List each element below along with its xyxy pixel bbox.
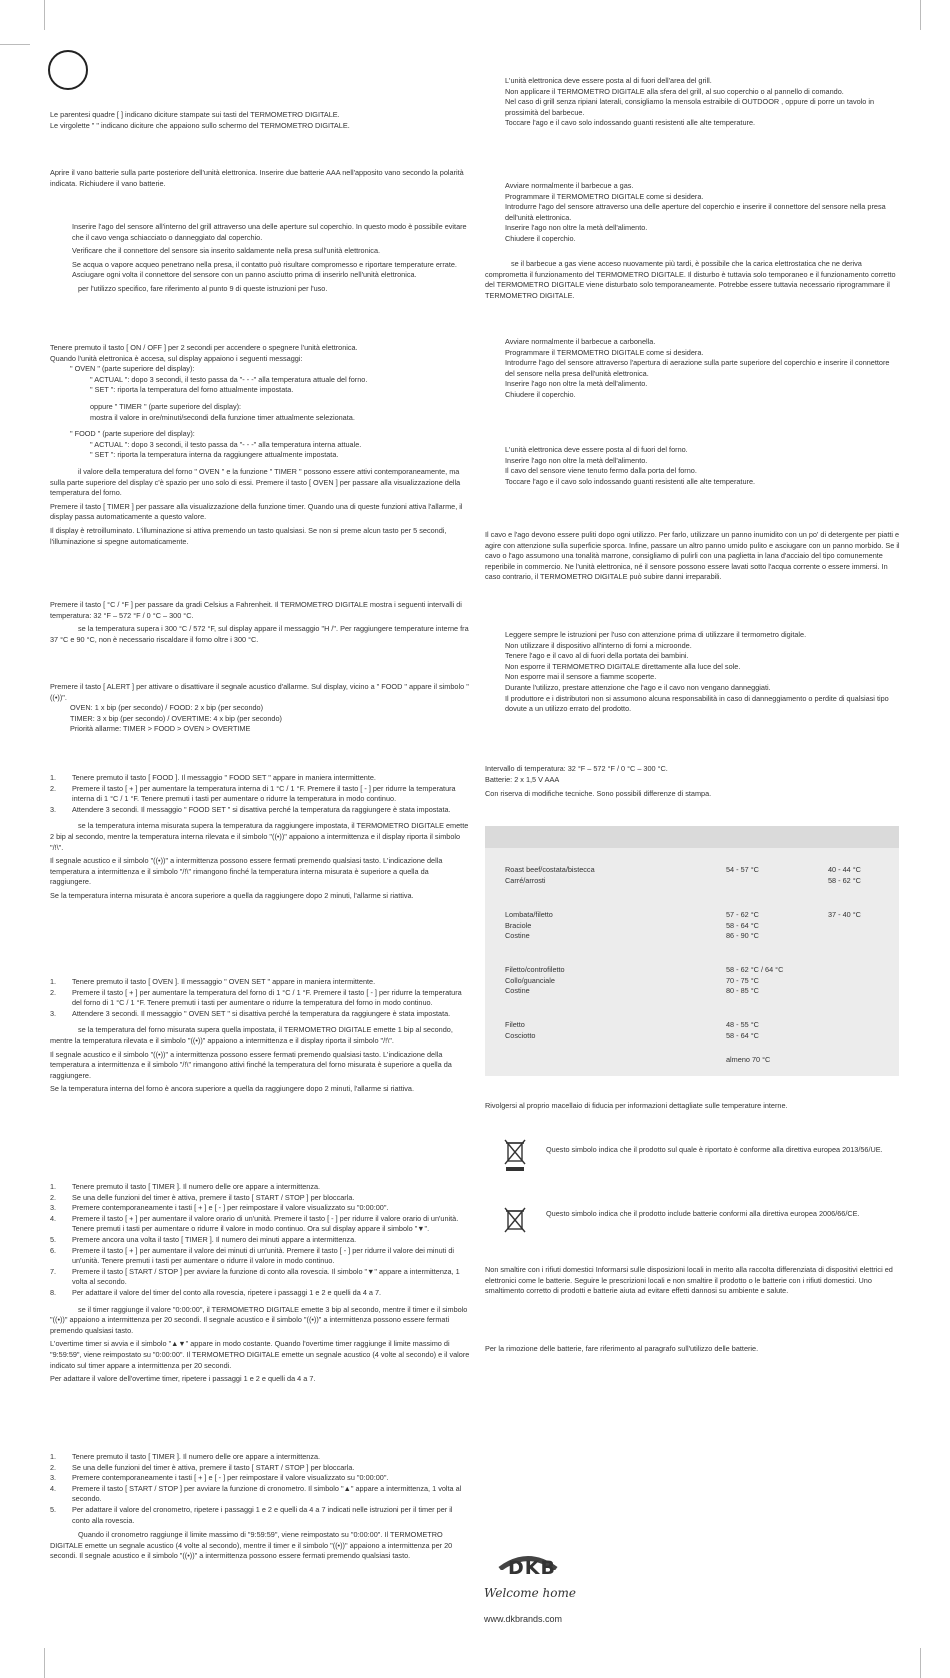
oven-actual: " ACTUAL ": dopo 3 secondi, il testo passa da "- - -" alla temperatura attuale del forno. [90, 374, 368, 384]
gas-note-text: se il barbecue a gas viene acceso nuovamente più tardi, è possibile che la carica elettrostatica che ne deriva comprometta il funzionamento del TERMOMETRO DIGITALE. Il disturbo è tuttavia solo temporaneo e il funzionamento corretto del TERMOMETRO DIGITALE viene disturbato solo temporaneamente. Potrebbe essere tuttavia necessario riprogrammare il TERMOMETRO DIGITALE. [485, 259, 896, 300]
list-item: 1. Tenere premuto il tasto [ OVEN ]. Il messaggio " OVEN SET " appare in maniera intermittente. [50, 977, 376, 986]
gas-note [485, 259, 900, 301]
chrono-section [50, 1452, 470, 1562]
list-item: 2. Premere il tasto [ + ] per aumentare la temperatura del forno di 1 °C / 1 °F. Premere il tasto [ - ] per ridurre la temperatura del forno di 1 °C / 1 °F. Tenere premuti i tasti per aumentare o ridurre la temperatura del forno in modo continuo. [50, 987, 462, 1008]
battery-text: Aprire il vano batterie sulla parte posteriore dell'unità elettronica. Inserire due batterie AAA nell'apposito vano secondo la polarità indicata. Richiudere il vano batterie. [50, 168, 464, 188]
list-item: 4. Premere il tasto [ START / STOP ] per avviare la funzione di cronometro. Il simbolo "▲" appare a intermittenza, 1 volta al secondo. [50, 1483, 462, 1504]
safety-text: Leggere sempre le istruzioni per l'uso con attenzione prima di utilizzare il termometro digitale. [505, 630, 807, 639]
oven-note: Se la temperatura interna del forno è ancora superiore a quella da raggiungere dopo 2 minuti, l'allarme si riattiva. [50, 1084, 415, 1094]
safety-text: Non esporre il TERMOMETRO DIGITALE direttamente alla luce del sole. [505, 661, 741, 671]
alarm-line: OVEN: 1 x bip (per secondo) / FOOD: 2 x bip (per secondo) [70, 703, 264, 713]
oven-text: Inserire l'ago non oltre la metà dell'alimento. [505, 455, 648, 465]
battery-removal [485, 1344, 900, 1355]
list-item: 2. Se una delle funzioni del timer è attiva, premere il tasto [ START / STOP ] per bloccarla. [50, 1192, 355, 1202]
gas-section [505, 181, 900, 245]
spec-line: Con riserva di modifiche tecniche. Sono possibili differenze di stampa. [485, 789, 712, 799]
gas-text: Programmare il TERMOMETRO DIGITALE come si desidera. [505, 191, 704, 201]
list-item: 1. Tenere premuto il tasto [ TIMER ]. Il numero delle ore appare a intermittenza. [50, 1182, 321, 1191]
list-item: 3. Premere contemporaneamente i tasti [ + ] e [ - ] per reimpostare il valore visualizzato su "0:00:00". [50, 1473, 389, 1483]
gas-text: Introdurre l'ago del sensore attraverso una delle aperture del coperchio e inserire il connettore del sensore nella presa dell'unità elettronica. [505, 202, 886, 222]
food-note: Se la temperatura interna misurata è ancora superiore a quella da raggiungere dopo 2 minuti, l'allarme si riattiva. [50, 890, 414, 900]
intro-text [50, 110, 470, 131]
spec-line: Batterie: 2 x 1,5 V AAA [485, 774, 560, 784]
alarm-section [50, 682, 470, 735]
alarm-text: Premere il tasto [ ALERT ] per attivare o disattivare il segnale acustico d'allarme. Sul display, vicino a " FOOD " appare il simbolo "((•))". [50, 682, 469, 702]
table-header-bar [485, 826, 899, 848]
food-actual: " ACTUAL ": dopo 3 secondi, il testo passa da "- - -" alla temperatura interna attuale. [90, 439, 362, 449]
disposal-section [485, 1265, 900, 1297]
crop-mark [0, 44, 30, 45]
oven-section [505, 445, 900, 487]
spec-line: Intervallo di temperatura: 32 °F – 572 °F / 0 °C – 300 °C. [485, 764, 668, 773]
list-item: 3. Attendere 3 secondi. Il messaggio " FOOD SET " si disattiva perché la temperatura da raggiungere è stata impostata. [50, 804, 451, 814]
battery-instructions [50, 168, 470, 189]
list-item: 3. Premere contemporaneamente i tasti [ + ] e [ - ] per reimpostare il valore visualizzato su "0:00:00". [50, 1203, 389, 1213]
gas-text: Inserire l'ago non oltre la metà dell'alimento. [505, 223, 648, 233]
weee-directive-1 [546, 1145, 886, 1156]
safety-text: Non utilizzare il dispositivo all'interno di forni a microonde. [505, 640, 692, 650]
oven-set-section [50, 977, 470, 1095]
power-section [50, 343, 470, 547]
sensor-note: per l'utilizzo specifico, fare riferimento al punto 9 di queste istruzioni per l'uso. [78, 283, 328, 293]
oven-set: " SET ": riporta la temperatura del forno attualmente impostata. [90, 385, 294, 395]
oven-text: Il cavo del sensore viene tenuto fermo dalla porta del forno. [505, 466, 697, 476]
charcoal-text: Programmare il TERMOMETRO DIGITALE come si desidera. [505, 347, 704, 357]
power-note: il valore della temperatura del forno " OVEN " e la funzione " TIMER " possono essere attivi contemporaneamente, ma sulla parte superiore del display c'è spazio per uno solo di essi. Premere il tasto [ OVEN ] per passare alla visualizzazione della temperatura del forno. [50, 466, 461, 498]
safety-text: Il produttore e i distributori non si assumono alcuna responsabilità in caso di danneggiamento o perdite di qualsiasi tipo dovute a un utilizzo errato del prodotto. [505, 693, 889, 714]
units-note: se la temperatura supera i 300 °C / 572 °F, sul display appare il messaggio "H /". Per raggiungere temperature interne fra 37 °C e 90 °C, non è necessario riscaldare il forno oltre i 300 °C. [50, 624, 469, 644]
backlight-text: Il display è retroilluminato. L'illuminazione si attiva premendo un tasto qualsiasi. Se non si preme alcun tasto per 5 secondi, l'illuminazione si spegne automaticamente. [50, 525, 447, 546]
specs-section [485, 764, 900, 800]
units-text: Premere il tasto [ °C / °F ] per passare da gradi Celsius a Fahrenheit. Il TERMOMETRO DIGITALE mostra i seguenti intervalli di temperatura: 32 °F – 572 °F / 0 °C – 300 °C. [50, 600, 462, 620]
list-item: 6. Premere il tasto [ + ] per aumentare il valore dei minuti di un'unità. Premere il tasto [ - ] per ridurre il valore dei minuti di un'unità. Tenere premuti i tasti per aumentare o ridurre il valore in modo continuo. [50, 1245, 455, 1266]
charcoal-text: Chiudere il coperchio. [505, 389, 576, 399]
charcoal-text: Inserire l'ago non oltre la metà dell'alimento. [505, 379, 648, 389]
sensor-section [50, 222, 470, 295]
list-item: 8. Per adattare il valore del timer del conto alla rovescia, ripetere i passaggi 1 e 2 e quelli da 4 a 7. [50, 1287, 382, 1297]
sensor-text: Verificare che il connettore del sensore sia inserito saldamente nella presa sull'unità elettronica. [72, 246, 381, 256]
power-text: Tenere premuto il tasto [ ON / OFF ] per 2 secondi per accendere o spegnere l'unità elettronica. [50, 343, 358, 352]
timer-text: Premere il tasto [ TIMER ] per passare alla visualizzazione della funzione timer. Quando una di queste funzioni attiva l'allarme, il display passa automaticamente a questo valore. [50, 501, 463, 522]
sensor-text: Inserire l'ago del sensore all'interno del grill attraverso una delle aperture sul coperchio. In questo modo è possibile evitare che il cavo venga schiacciato o danneggiato dal coperchio. [72, 222, 467, 242]
list-item: 2. Premere il tasto [ + ] per aumentare la temperatura interna di 1 °C / 1 °F. Premere il tasto [ - ] per ridurre la temperatura interna di 1 °C / 1 °F. Tenere premuti i tasti per aumentare o ridurre la temperatura in modo continuo. [50, 783, 456, 804]
grill-text: Nel caso di grill senza ripiani laterali, consigliamo la mensola estraibile di OUTDOOR , oppure di porre un tavolo in prossimità del barbecue. [505, 97, 875, 117]
safety-text: Tenere l'ago e il cavo al di fuori della portata dei bambini. [505, 651, 689, 661]
butcher-note [485, 1101, 900, 1112]
sensor-text: Se acqua o vapore acqueo penetrano nella presa, il contatto può risultare compromesso e riportare temperature errate. Asciugare ogni volta il connettore del sensore con un panno asciutto prima di inserirlo nell'unità elettronica. [72, 259, 457, 280]
crop-mark [44, 0, 45, 30]
food-note: se la temperatura interna misurata supera la temperatura da raggiungere impostata, il TERMOMETRO DIGITALE emette 2 bip al secondo, mentre la temperatura interna rilevata e il simbolo "((•))" appaiono a intermittenza e il display riporta il simbolo "/!\". [50, 821, 469, 852]
section-circle-icon [48, 50, 88, 90]
battery-removal-text: Per la rimozione delle batterie, fare riferimento al paragrafo sull'utilizzo delle batterie. [485, 1344, 759, 1353]
crop-mark [44, 1648, 45, 1678]
weee-text: Questo simbolo indica che il prodotto include batterie conformi alla direttiva europea 2006/66/CE. [546, 1209, 860, 1218]
list-item: 1. Tenere premuto il tasto [ TIMER ]. Il numero delle ore appare a intermittenza. [50, 1452, 321, 1461]
chrono-note: Quando il cronometro raggiunge il limite massimo di "9:59:59", viene reimpostato su "0:00:00". Il TERMOMETRO DIGITALE emette un segnale acustico (4 volte al secondo), mentre il timer e il simbolo "((•))" appaiono a intermittenza per 20 secondi. Il segnale acustico e il simbolo "((•))" a intermittenza possono essere fermati premendo qualsiasi tasto. [50, 1530, 453, 1561]
timer-note: se il timer raggiunge il valore "0:00:00", il TERMOMETRO DIGITALE emette 3 bip al secondo, mentre il timer e il simbolo "((•))" appaiono a intermittenza per 20 secondi. Il segnale acustico e il simbolo "((•))" a intermittenza possono essere fermati premendo qualsiasi tasto. [50, 1304, 468, 1335]
weee-bin-icon [502, 1138, 528, 1172]
grill-placement [505, 76, 900, 129]
safety-section [505, 630, 900, 715]
oven-text: L'unità elettronica deve essere posta al di fuori del forno. [505, 445, 688, 454]
charcoal-text: Introdurre l'ago del sensore attraverso l'apertura di aerazione sulla parte superiore del coperchio e inserire il connettore del sensore nella presa dell'unità elettronica. [505, 358, 890, 378]
grill-text: Non applicare il TERMOMETRO DIGITALE alla sfera del grill, al suo coperchio o al pannello di comando. [505, 86, 844, 96]
food-note: Il segnale acustico e il simbolo "((•))" a intermittenza possono essere fermati premendo qualsiasi tasto. L'indicazione della temperatura a intermittenza e il simbolo "/!\" rimangono finché la temperatura interna misurata è superiore a quella da raggiungere. [50, 856, 443, 887]
alarm-line: TIMER: 3 x bip (per secondo) / OVERTIME: 4 x bip (per secondo) [70, 713, 282, 723]
oven-label: " OVEN " (parte superiore del display): [70, 364, 195, 374]
food-set: " SET ": riporta la temperatura interna da raggiungere attualmente impostata. [90, 450, 339, 460]
list-item: 4. Premere il tasto [ + ] per aumentare il valore orario di un'unità. Premere il tasto [ - ] per ridurre il valore orario di un'unità. Tenere premuti i tasti per aumentare o ridurre il valore in modo continuo. Ora sul display appare il simbolo "▼". [50, 1213, 459, 1234]
list-item: 1. Tenere premuto il tasto [ FOOD ]. Il messaggio " FOOD SET " appare in maniera intermittente. [50, 773, 376, 782]
power-text: Quando l'unità elettronica è accesa, sul display appaiono i seguenti messaggi: [50, 353, 303, 363]
charcoal-text: Avviare normalmente il barbecue a carbonella. [505, 337, 656, 346]
list-item: 5. Premere ancora una volta il tasto [ TIMER ]. Il numero dei minuti appare a intermittenza. [50, 1234, 357, 1244]
temperature-table: Roast beef/costata/bistecca Carré/arrosti 54 - 57 °C 40 - 44 °C 58 - 62 °C Lombata/filetto Braciole Costine 57 - 62 °C 58 - 64 °C 86 - 90 °C 37 - 40 °C Filetto/controfiletto Collo/guanciale Costine 58 - 62 °C / 64 °C 70 - 75 °C 80 - 85 °C Filetto Cosciotto 48 - 55 °C 58 - 64 °C almeno 70 °C [485, 848, 899, 1076]
food-label: " FOOD " (parte superiore del display): [70, 429, 195, 439]
intro-line: Le parentesi quadre [ ] indicano diciture stampate sui tasti del TERMOMETRO DIGITALE. [50, 110, 340, 119]
weee-text: Questo simbolo indica che il prodotto sul quale è riportato è conforme alla direttiva europea 2013/56/UE. [546, 1145, 883, 1154]
oven-note: Il segnale acustico e il simbolo "((•))" a intermittenza possono essere fermati premendo qualsiasi tasto. L'indicazione della temperatura a intermittenza e il simbolo "/!\" rimangono attivi finché la temperatura del forno misurata è superiore a quella da raggiungere. [50, 1049, 452, 1080]
battery-bin-icon [502, 1206, 528, 1240]
brand-logo: DKB [508, 1557, 556, 1579]
timer-note: L'overtime timer si avvia e il simbolo "▲▼" appare in modo costante. Quando l'overtime timer raggiunge il limite massimo di "9:59:59", viene reimpostato su "0:00:00". Il TERMOMETRO DIGITALE emette un segnale acustico (4 volte al secondo) e il valore indicato sul timer appare a intermittenza per 20 secondi. [50, 1339, 470, 1370]
grill-text: L'unità elettronica deve essere posta al di fuori dell'area del grill. [505, 76, 712, 85]
weee-directive-2 [546, 1209, 886, 1220]
food-set-section [50, 773, 470, 902]
timer-section [50, 1182, 470, 1385]
brand-url[interactable]: www.dkbrands.com [484, 1614, 563, 1624]
disposal-text: Non smaltire con i rifiuti domestici Informarsi sulle disposizioni locali in merito alla raccolta differenziata di dispositivi elettrici ed elettronici come le batterie. Seguire le prescrizioni locali e non smaltire il prodotto o le batterie con i rifiuti domestici. Uno smaltimento corretto di prodotti e batterie aiuta ad evitare effetti dannosi su ambiente e salute. [485, 1265, 893, 1296]
timer-note: Per adattare il valore dell'overtime timer, ripetere i passaggi 1 e 2 e quelli da 4 a 7. [50, 1374, 316, 1384]
oven-text: Toccare l'ago e il cavo solo indossando guanti resistenti alle alte temperature. [505, 476, 756, 486]
intro-line: Le virgolette " " indicano diciture che appaiono sullo schermo del TERMOMETRO DIGITALE. [50, 120, 350, 130]
timer-desc: mostra il valore in ore/minuti/secondi della funzione timer attualmente selezionata. [90, 412, 355, 422]
list-item: 5. Per adattare il valore del cronometro, ripetere i passaggi 1 e 2 e quelli da 4 a 7 indicati nelle istruzioni per il timer per il conto alla rovescia. [50, 1504, 453, 1525]
cleaning-text: Il cavo e l'ago devono essere puliti dopo ogni utilizzo. Per farlo, utilizzare un panno inumidito con un po' di detergente per piatti e agire con attenzione sulla superficie sporca. Infine, passare un altro panno umido pulito e asciugare con un panno morbido. Se il cavo o l'ago assumono una tonalità marrone, consigliamo di pulirli con una paglietta in lana d'acciaio del tipo comunemente reperibile in commercio. Ne l'unità elettronica, né il sensore possono essere lavati sotto l'acqua corrente o essere immersi. In caso contrario, il TERMOMETRO DIGITALE può subire danni irreparabili. [485, 530, 900, 582]
safety-text: Non esporre mai il sensore a fiamme scoperte. [505, 672, 657, 682]
timer-label: oppure " TIMER " (parte superiore del display): [90, 401, 242, 411]
oven-note: se la temperatura del forno misurata supera quella impostata, il TERMOMETRO DIGITALE emette 1 bip al secondo, mentre la temperatura rilevata e il simbolo "((•))" appaiono a intermittenza e il display riporta il simbolo "/!\". [50, 1025, 453, 1045]
safety-text: Durante l'utilizzo, prestare attenzione che l'ago e il cavo non vengano danneggiati. [505, 682, 771, 692]
brand-tagline: Welcome home [484, 1586, 576, 1600]
butcher-text: Rivolgersi al proprio macellaio di fiducia per informazioni dettagliate sulle temperature interne. [485, 1101, 788, 1110]
list-item: 3. Attendere 3 secondi. Il messaggio " OVEN SET " si disattiva perché la temperatura da raggiungere è stata impostata. [50, 1008, 451, 1018]
cleaning-section [485, 530, 900, 583]
crop-mark [920, 1648, 921, 1678]
charcoal-section [505, 337, 900, 401]
list-item: 2. Se una delle funzioni del timer è attiva, premere il tasto [ START / STOP ] per bloccarla. [50, 1462, 355, 1472]
crop-mark [920, 0, 921, 30]
gas-text: Chiudere il coperchio. [505, 233, 576, 243]
gas-text: Avviare normalmente il barbecue a gas. [505, 181, 634, 190]
list-item: 7. Premere il tasto [ START / STOP ] per avviare la funzione di conto alla rovescia. Il simbolo "▼" appare a intermittenza, 1 volta al secondo. [50, 1266, 460, 1287]
units-section [50, 600, 470, 645]
grill-text: Toccare l'ago e il cavo solo indossando guanti resistenti alle alte temperature. [505, 118, 756, 128]
alarm-line: Priorità allarme: TIMER > FOOD > OVEN > OVERTIME [70, 724, 251, 734]
